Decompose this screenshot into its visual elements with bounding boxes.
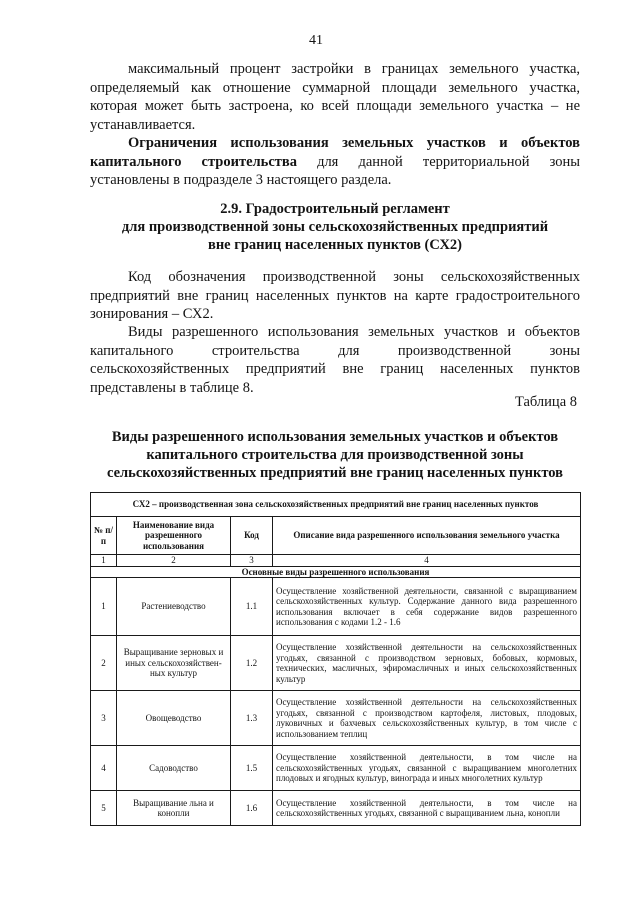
zone-header-row — [91, 493, 581, 517]
types-paragraph: Виды разрешенного использования земельных участков и объектов капитального строительства для производственной зоны сельскохозяйственных предприятий вне границ населенных пунктов представлены в таблице 8. — [90, 324, 580, 396]
zone-header: СХ2 – производственная зона сельскохозяйственных предприятий вне границ населенных пунктов — [91, 493, 581, 517]
row-num: 4 — [91, 746, 117, 791]
row-name: Овощеводство — [117, 691, 231, 746]
col-header-desc: Описание вида разрешенного использования земельного участка — [273, 517, 581, 555]
row-code: 1.5 — [231, 746, 273, 791]
col-number: 2 — [117, 555, 231, 567]
row-code: 1.3 — [231, 691, 273, 746]
row-desc: Осуществление хозяйственной деятельности, в том числе на сельскохозяйственных угодьях, связанной с выращиванием льна, конопли — [273, 791, 581, 826]
row-num: 1 — [91, 578, 117, 636]
row-name: Растениеводство — [117, 578, 231, 636]
table-row — [91, 691, 581, 746]
row-code: 1.1 — [231, 578, 273, 636]
col-number: 4 — [273, 555, 581, 567]
page-number: 41 — [309, 33, 323, 48]
permitted-use-table — [90, 492, 581, 826]
row-desc: Осуществление хозяйственной деятельности, связанной с выращиванием сельскохозяйственных культур. Содержание данного вида разрешенного использования включает в себя содержание видов разрешенного использования с кодами 1.2 - 1.6 — [273, 578, 581, 636]
table-title-line3: сельскохозяйственных предприятий вне границ населенных пунктов — [106, 465, 564, 481]
table-title-line1: Виды разрешенного использования земельных участков и объектов — [111, 429, 559, 445]
section-title-line1: 2.9. Градостроительный регламент — [220, 201, 450, 217]
table-row — [91, 578, 581, 636]
col-header-name: Наименование вида разрешенного использования — [117, 517, 231, 555]
restrictions-rest-text: для данной территориальной зоны установлены в подразделе 3 настоящего раздела. — [90, 153, 580, 188]
intro-paragraph: максимальный процент застройки в границах земельного участка, определяемый как отношение суммарной площади земельного участка, которая может быть застроена, ко всей площади земельного участка – не устанавливается. — [90, 61, 580, 133]
table-title-line2: капитального строительства для производственной зоны — [146, 447, 524, 463]
restrictions-bold-text: Ограничения использования земельных участков и объектов капитального строительства — [90, 135, 580, 170]
table-label: Таблица 8 — [514, 394, 577, 410]
section-title-line2: для производственной зоны сельскохозяйственных предприятий — [121, 219, 549, 235]
code-paragraph: Код обозначения производственной зоны сельскохозяйственных предприятий вне границ населенных пунктов на карте градостроительного зонирования – СХ2. — [90, 269, 580, 322]
table-row — [91, 791, 581, 826]
row-name: Выращивание льна и конопли — [117, 791, 231, 826]
row-name: Садоводство — [117, 746, 231, 791]
row-name: Выращивание зерновых и иных сельскохозяйствен-ных культур — [117, 636, 231, 691]
table-row — [91, 746, 581, 791]
section-label: Основные виды разрешенного использования — [91, 566, 581, 578]
col-number: 3 — [231, 555, 273, 567]
col-number: 1 — [91, 555, 117, 567]
row-desc: Осуществление хозяйственной деятельности на сельскохозяйственных угодьях, связанной с производством зерновых, бобовых, кормовых, технических, масличных, эфиромасличных и иных сельскохозяйственных культур — [273, 636, 581, 691]
row-num: 5 — [91, 791, 117, 826]
restrictions-paragraph — [90, 134, 580, 190]
row-desc: Осуществление хозяйственной деятельности, в том числе на сельскохозяйственных угодьях, связанной с выращиванием многолетних плодовых и ягодных культур, винограда и иных многолетних культур — [273, 746, 581, 791]
row-num: 3 — [91, 691, 117, 746]
row-code: 1.2 — [231, 636, 273, 691]
column-number-row — [91, 555, 581, 567]
section-title-line3: вне границ населенных пунктов (СХ2) — [207, 237, 463, 253]
col-header-num: № п/п — [91, 517, 117, 555]
row-code: 1.6 — [231, 791, 273, 826]
table-row — [91, 636, 581, 691]
row-desc: Осуществление хозяйственной деятельности на сельскохозяйственных угодьях, связанной с производством картофеля, листовых, плодовых, луковичных и бахчевых сельскохозяйственных культур, в том числе с использованием теплиц — [273, 691, 581, 746]
section-label-row — [91, 566, 581, 578]
col-header-code: Код — [231, 517, 273, 555]
row-num: 2 — [91, 636, 117, 691]
column-header-row — [91, 517, 581, 555]
